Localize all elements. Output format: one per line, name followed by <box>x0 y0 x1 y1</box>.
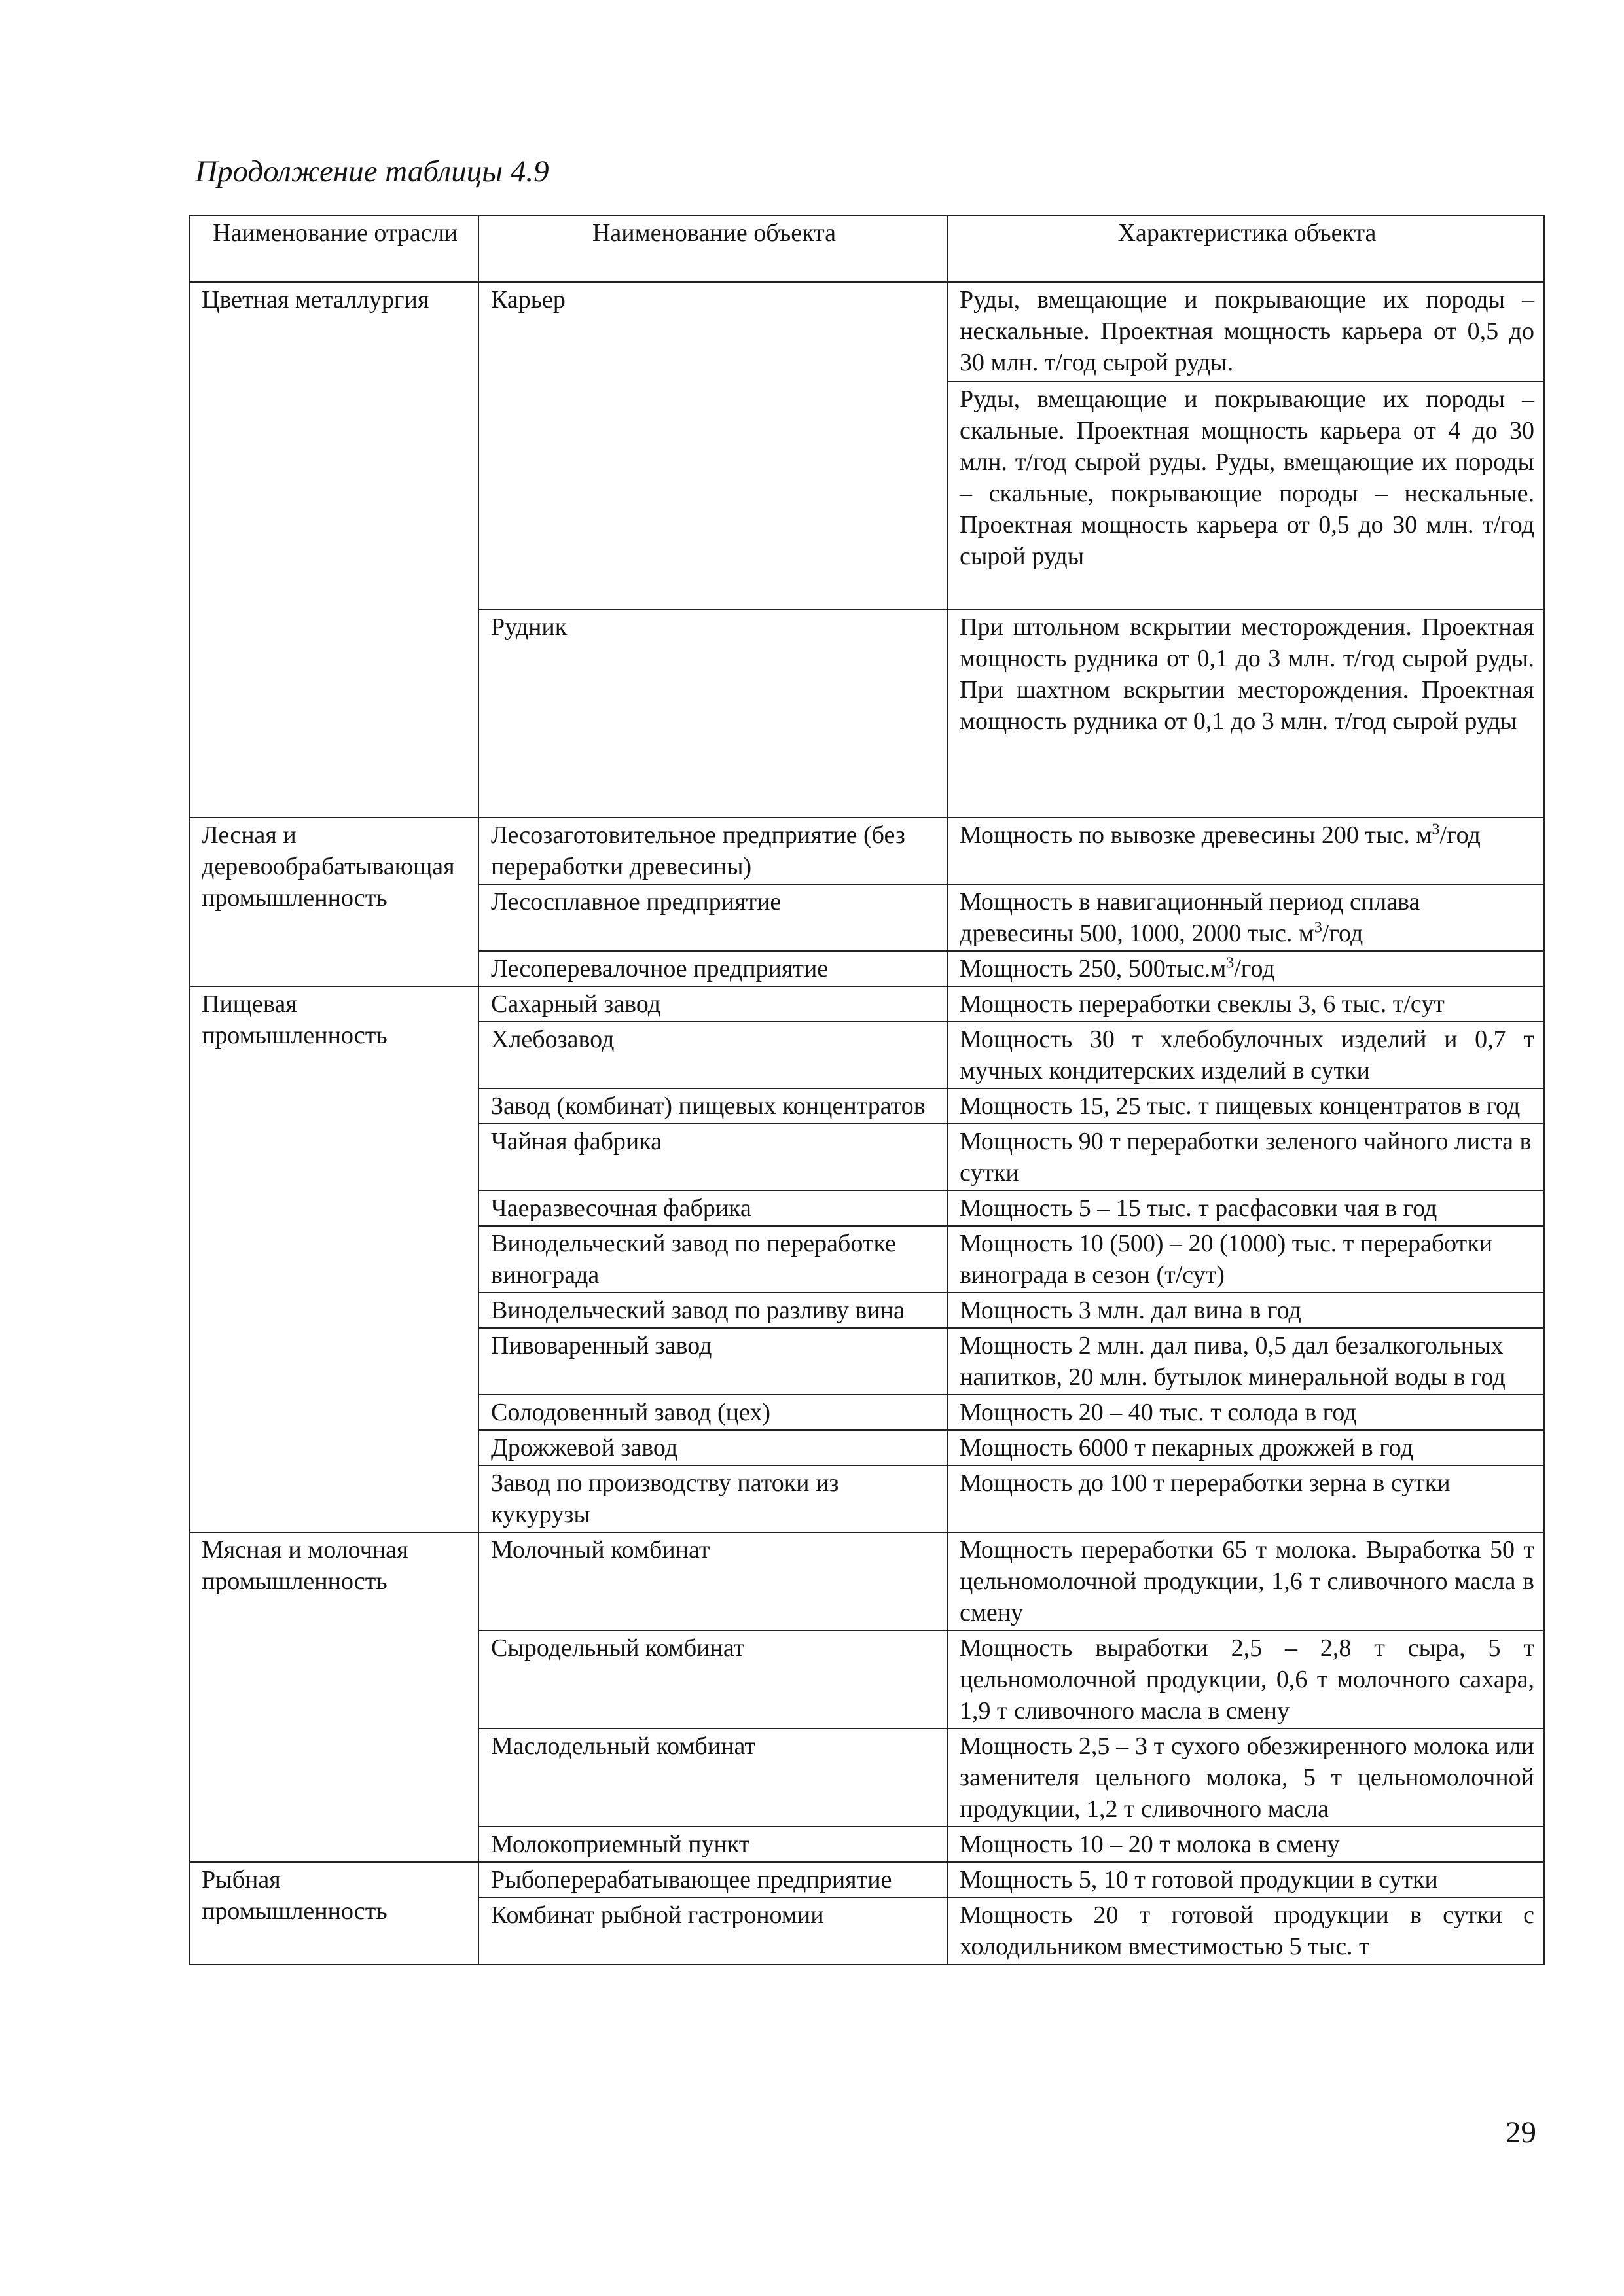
characteristic-cell: Мощность 20 – 40 тыс. т солода в год <box>947 1395 1544 1430</box>
object-cell: Дрожжевой завод <box>478 1430 947 1465</box>
characteristic-cell: При штольном вскрытии месторождения. Проектная мощность рудника от 0,1 до 3 млн. т/год сырой руды. При шахтном вскрытии месторождения. Проектная мощность рудника от 0,1 до 3 млн. т/год сырой руды <box>947 609 1544 817</box>
object-cell: Солодовенный завод (цех) <box>478 1395 947 1430</box>
object-cell: Завод (комбинат) пищевых концентратов <box>478 1088 947 1124</box>
characteristic-cell: Мощность 90 т переработки зеленого чайного листа в сутки <box>947 1124 1544 1191</box>
object-cell: Лесозаготовительное предприятие (без переработки древесины) <box>478 817 947 884</box>
table-row <box>189 986 1544 1022</box>
table-row <box>189 282 1544 382</box>
header-characteristic: Характеристика объекта <box>947 215 1544 282</box>
characteristic-cell: Мощность 30 т хлебобулочных изделий и 0,7 т мучных кондитерских изделий в сутки <box>947 1022 1544 1088</box>
characteristic-cell: Мощность 20 т готовой продукции в сутки с холодильником вместимостью 5 тыс. т <box>947 1897 1544 1964</box>
object-cell: Лесоперевалочное предприятие <box>478 951 947 986</box>
object-cell: Завод по производству патоки из кукурузы <box>478 1465 947 1532</box>
industry-cell: Пищевая промышленность <box>189 986 478 1532</box>
characteristic-cell: Мощность 2,5 – 3 т сухого обезжиренного молока или заменителя цельного молока, 5 т цельномолочной продукции, 1,2 т сливочного масла <box>947 1729 1544 1827</box>
characteristic-cell: Мощность 3 млн. дал вина в год <box>947 1293 1544 1328</box>
characteristic-cell: Мощность переработки свеклы 3, 6 тыс. т/сут <box>947 986 1544 1022</box>
characteristic-cell: Мощность 10 (500) – 20 (1000) тыс. т переработки винограда в сезон (т/сут) <box>947 1226 1544 1293</box>
object-cell: Чаеразвесочная фабрика <box>478 1191 947 1226</box>
characteristic-cell: Мощность 6000 т пекарных дрожжей в год <box>947 1430 1544 1465</box>
object-cell: Молочный комбинат <box>478 1532 947 1630</box>
industry-cell: Рыбная промышленность <box>189 1862 478 1964</box>
characteristic-cell: Мощность 2 млн. дал пива, 0,5 дал безалкогольных напитков, 20 млн. бутылок минеральной воды в год <box>947 1328 1544 1395</box>
object-cell: Рудник <box>478 609 947 817</box>
object-cell: Рыбоперерабатывающее предприятие <box>478 1862 947 1897</box>
characteristic-cell: Мощность 10 – 20 т молока в смену <box>947 1827 1544 1862</box>
characteristic-cell: Мощность 15, 25 тыс. т пищевых концентратов в год <box>947 1088 1544 1124</box>
table-row <box>189 1862 1544 1897</box>
object-cell: Карьер <box>478 282 947 609</box>
table-header-row <box>189 215 1544 282</box>
object-cell: Пивоваренный завод <box>478 1328 947 1395</box>
characteristic-cell: Мощность по вывозке древесины 200 тыс. $м^3$/год <box>947 817 1544 884</box>
industry-objects-table <box>189 215 1545 1965</box>
industry-cell: Мясная и молочная промышленность <box>189 1532 478 1862</box>
characteristic-cell: Мощность до 100 т переработки зерна в сутки <box>947 1465 1544 1532</box>
object-cell: Винодельческий завод по переработке винограда <box>478 1226 947 1293</box>
page-number: 29 <box>1506 2115 1536 2149</box>
object-cell: Лесосплавное предприятие <box>478 884 947 951</box>
object-cell: Молокоприемный пункт <box>478 1827 947 1862</box>
characteristic-cell: Мощность 250, $500тыс.м^3$/год <box>947 951 1544 986</box>
table-row <box>189 1532 1544 1630</box>
object-cell: Сахарный завод <box>478 986 947 1022</box>
object-cell: Сыродельный комбинат <box>478 1630 947 1729</box>
industry-cell: Цветная металлургия <box>189 282 478 817</box>
characteristic-cell: Мощность 5 – 15 тыс. т расфасовки чая в год <box>947 1191 1544 1226</box>
characteristic-cell: Мощность выработки 2,5 – 2,8 т сыра, 5 т цельномолочной продукции, 0,6 т молочного сахара, 1,9 т сливочного масла в смену <box>947 1630 1544 1729</box>
characteristic-cell: Руды, вмещающие и покрывающие их породы – нескальные. Проектная мощность карьера от 0,5 до 30 млн. т/год сырой руды. <box>947 282 1544 382</box>
object-cell: Винодельческий завод по разливу вина <box>478 1293 947 1328</box>
characteristic-cell: Мощность в навигационный период сплава древесины 500, 1000, 2000 тыс. $м^3$/год <box>947 884 1544 951</box>
characteristic-cell: Мощность переработки 65 т молока. Выработка 50 т цельномолочной продукции, 1,6 т сливочного масла в смену <box>947 1532 1544 1630</box>
header-industry: Наименование отрасли <box>189 215 478 282</box>
header-object: Наименование объекта <box>478 215 947 282</box>
object-cell: Комбинат рыбной гастрономии <box>478 1897 947 1964</box>
object-cell: Маслодельный комбинат <box>478 1729 947 1827</box>
industry-cell: Лесная и деревообрабатывающая промышленность <box>189 817 478 986</box>
characteristic-cell: Руды, вмещающие и покрывающие их породы – скальные. Проектная мощность карьера от 4 до 30 млн. т/год сырой руды. Руды, вмещающие их породы – скальные, покрывающие породы – нескальные. Проектная мощность карьера от 0,5 до 30 млн. т/год сырой руды <box>947 382 1544 609</box>
table-caption: Продолжение таблицы 4.9 <box>195 154 549 188</box>
table-row <box>189 817 1544 884</box>
characteristic-cell: Мощность 5, 10 т готовой продукции в сутки <box>947 1862 1544 1897</box>
object-cell: Чайная фабрика <box>478 1124 947 1191</box>
object-cell: Хлебозавод <box>478 1022 947 1088</box>
